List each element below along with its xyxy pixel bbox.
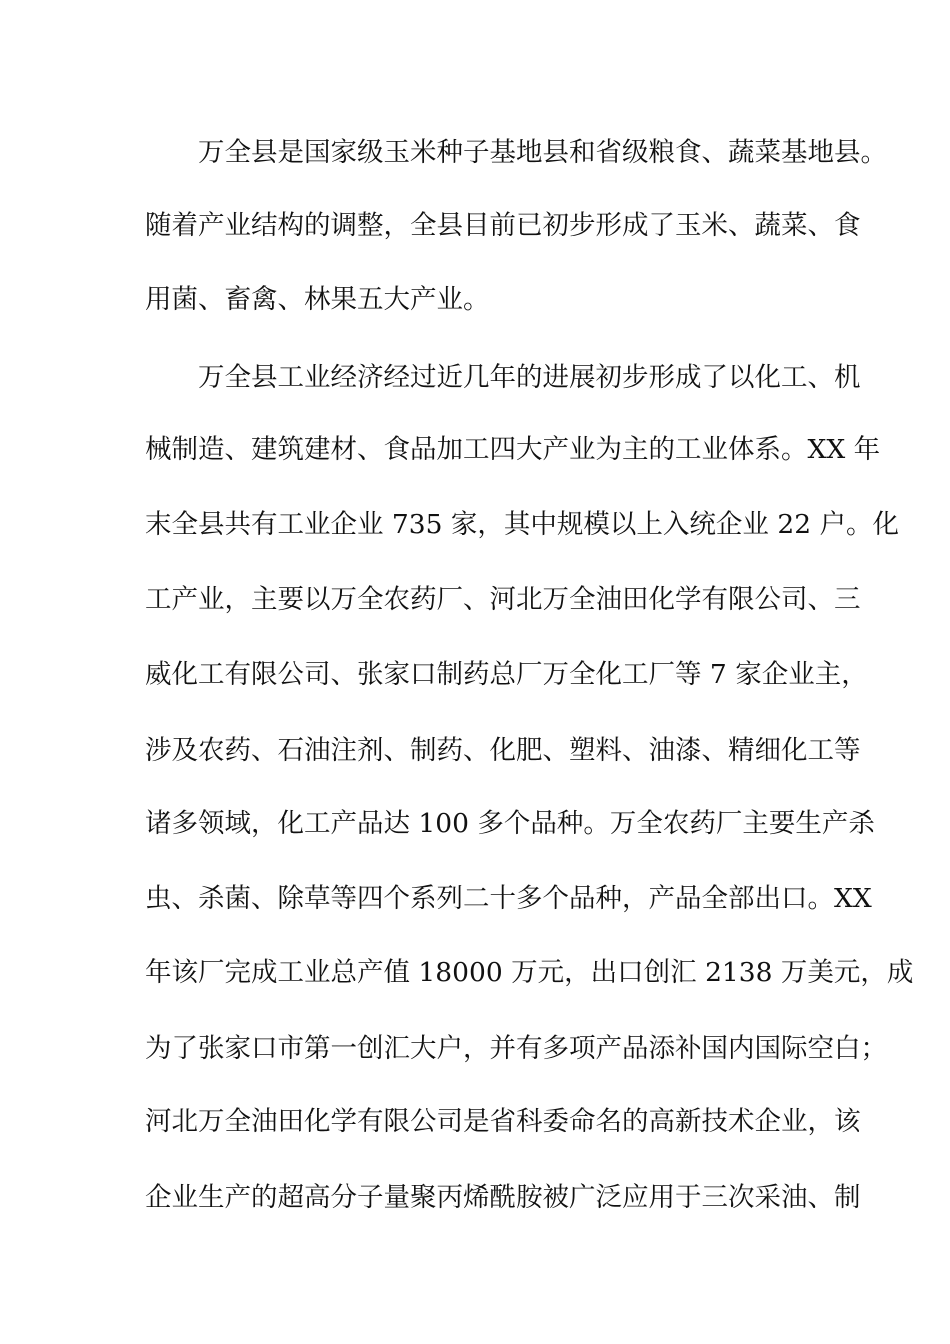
text-line: 涉及农药、石油注剂、制药、化肥、塑料、油漆、精细化工等 [145,735,861,766]
text-line: 威化工有限公司、张家口制药总厂万全化工厂等 7 家企业主， [145,659,868,690]
text-line: 万全县是国家级玉米种子基地县和省级粮食、蔬菜基地县。 [145,137,887,168]
text-line: 末全县共有工业企业 735 家，其中规模以上入统企业 22 户。化 [145,509,899,540]
text-line: 企业生产的超高分子量聚丙烯酰胺被广泛应用于三次采油、制 [145,1182,861,1213]
text-line: 械制造、建筑建材、食品加工四大产业为主的工业体系。XX 年 [145,434,881,465]
text-line: 用菌、畜禽、林果五大产业。 [145,284,490,315]
text-line: 虫、杀菌、除草等四个系列二十多个品种，产品全部出口。XX [145,883,872,914]
text-line: 诸多领域，化工产品达 100 多个品种。万全农药厂主要生产杀 [145,808,875,839]
text-line: 万全县工业经济经过近几年的进展初步形成了以化工、机 [145,362,861,393]
text-line: 随着产业结构的调整，全县目前已初步形成了玉米、蔬菜、食 [145,210,861,241]
text-line: 河北万全油田化学有限公司是省科委命名的高新技术企业，该 [145,1106,861,1137]
text-line: 为了张家口市第一创汇大户，并有多项产品添补国内国际空白； [145,1033,887,1064]
text-line: 工产业，主要以万全农药厂、河北万全油田化学有限公司、三 [145,584,861,615]
text-line: 年该厂完成工业总产值 18000 万元，出口创汇 2138 万美元，成 [145,957,914,988]
